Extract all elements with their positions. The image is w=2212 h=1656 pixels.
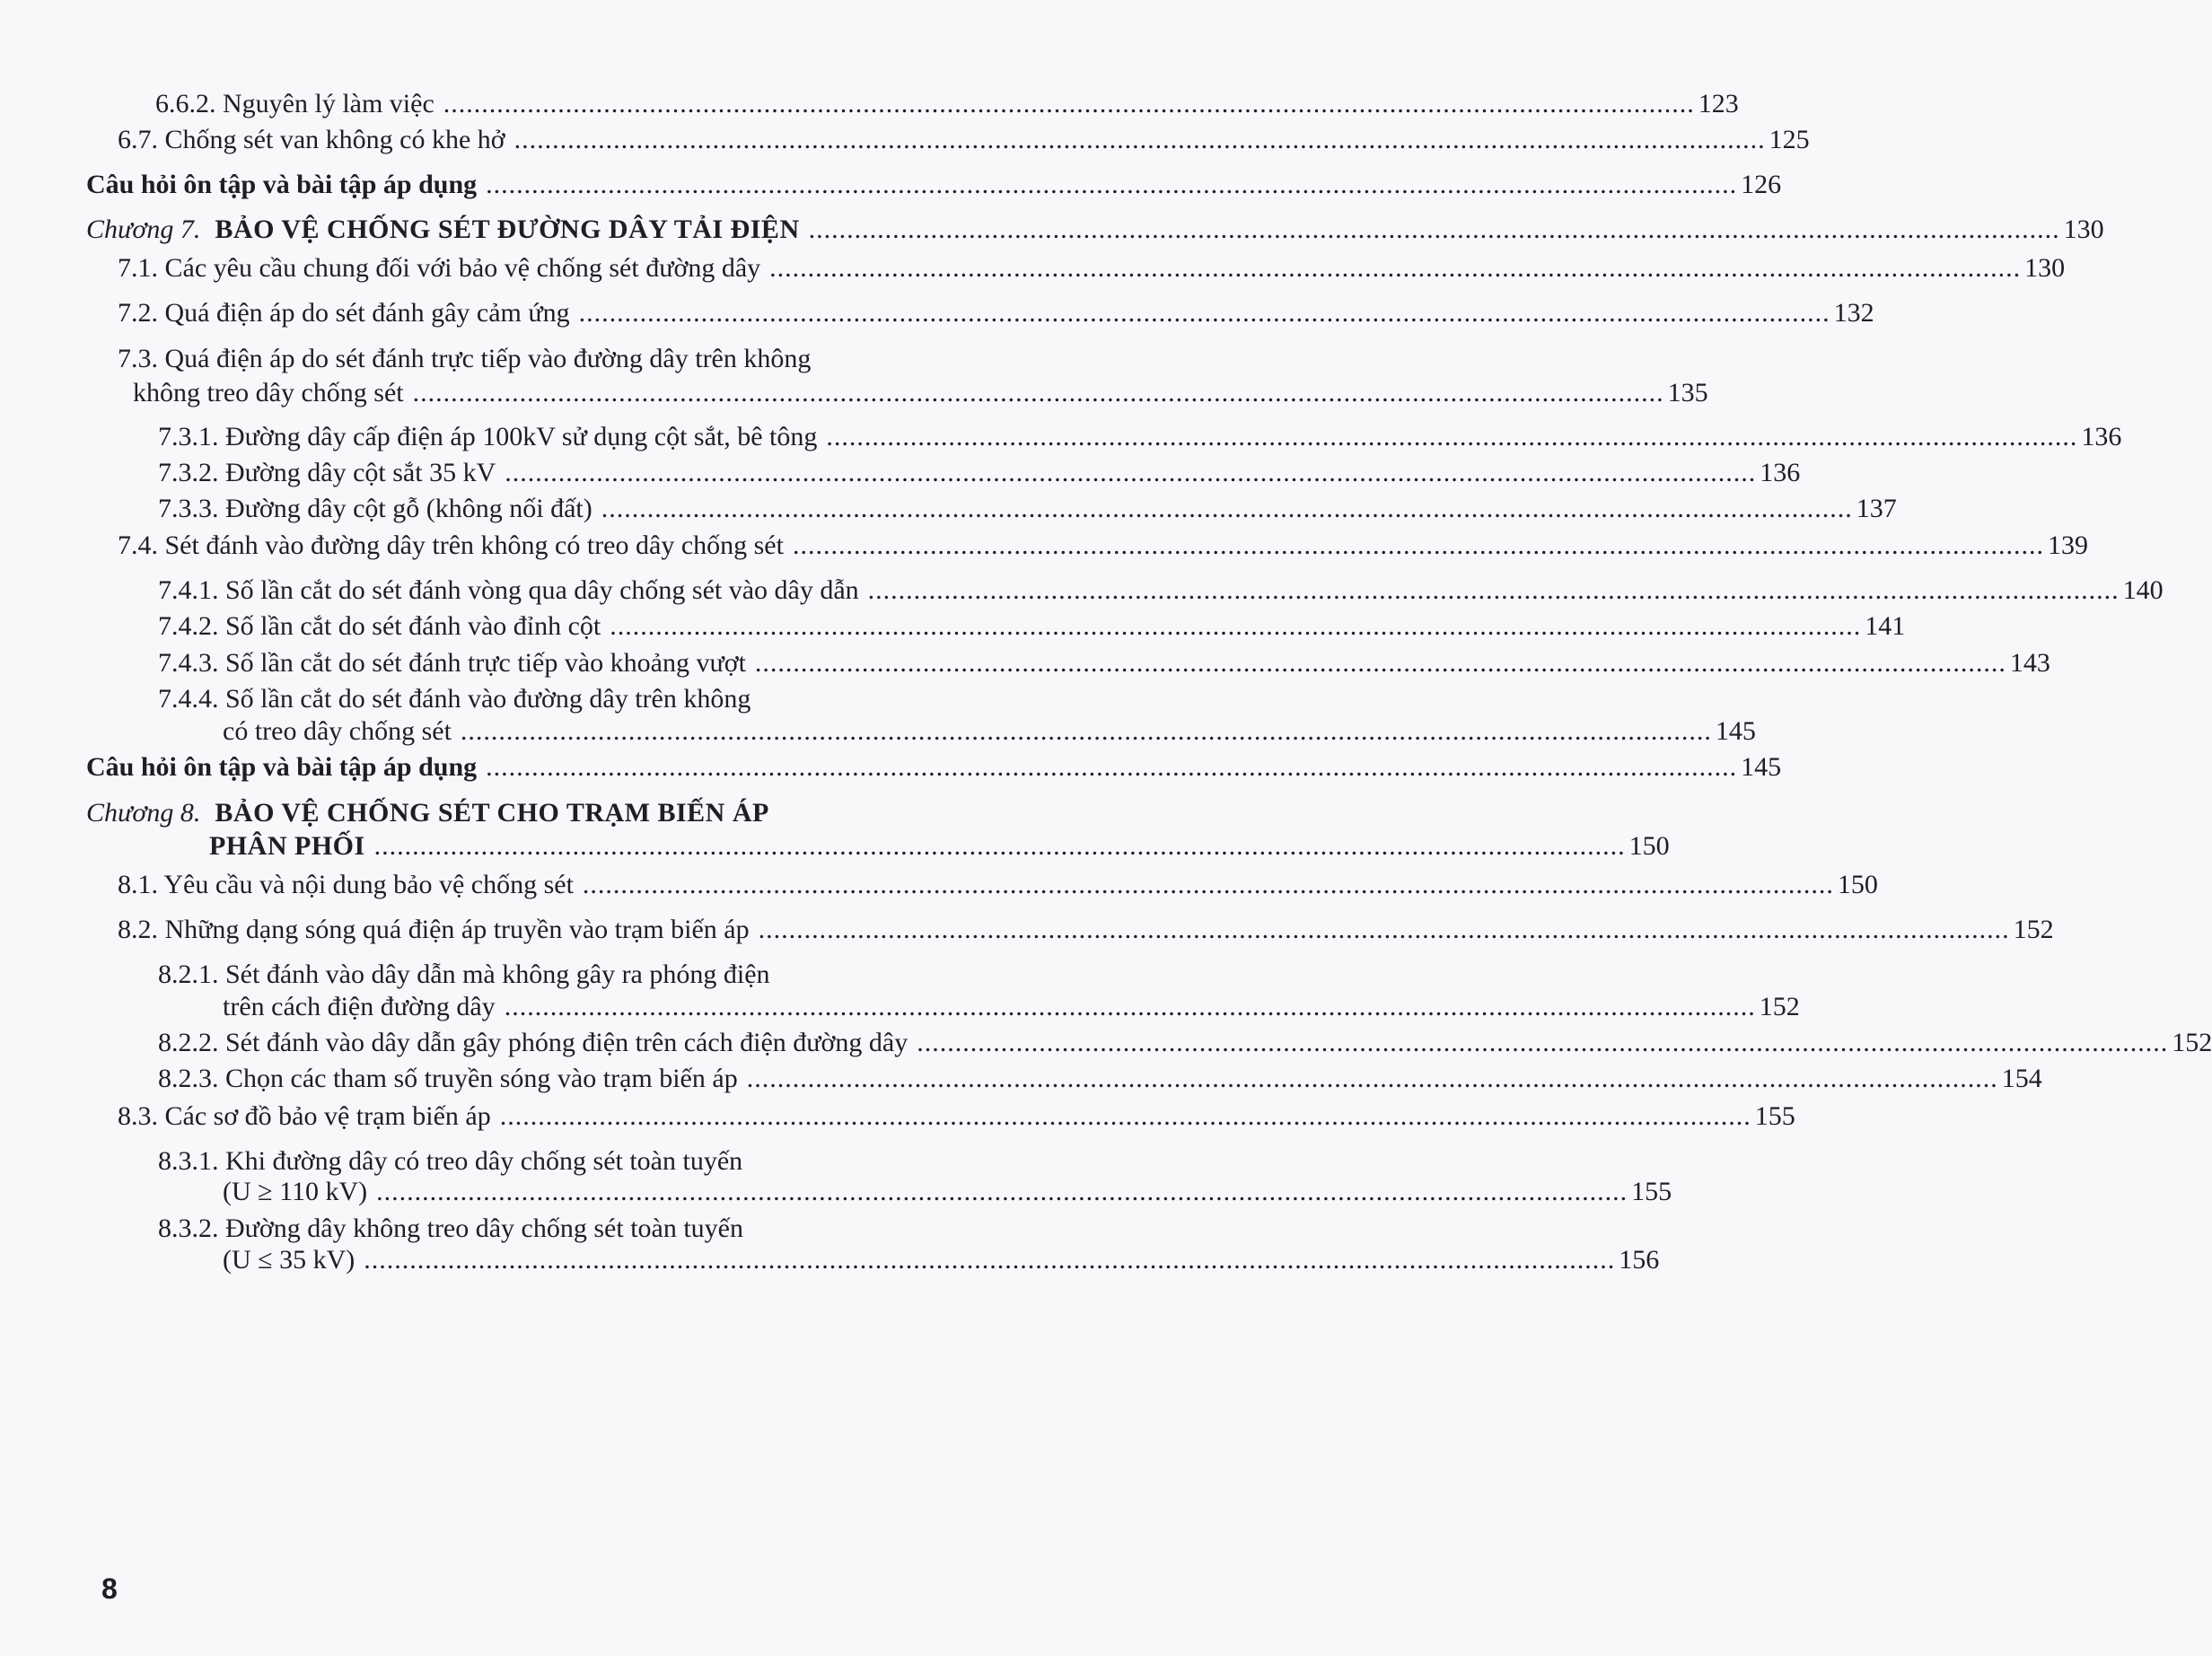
toc-chapter-entry-line1 — [86, 797, 769, 829]
toc-leader-dots: .................................................................................................................................................................... — [364, 1245, 1616, 1275]
toc-entry-title: 8.2. Những dạng sóng quá điện áp truyền vào trạm biến áp — [118, 915, 750, 944]
toc-entry-page: 152 — [1759, 992, 1800, 1021]
toc-leader-dots: .................................................................................................................................................................... — [601, 494, 1853, 523]
toc-entry-title: 7.4.2. Số lần cắt do sét đánh vào đỉnh cột — [158, 611, 601, 641]
page-number: 8 — [101, 1573, 118, 1605]
toc-entry — [223, 1176, 1672, 1208]
toc-entry-title: 8.2.2. Sét đánh vào dây dẫn gây phóng điện trên cách điện đường dây — [158, 1028, 908, 1057]
toc-entry-page: 132 — [1833, 298, 1874, 328]
toc-entry-page: 123 — [1698, 89, 1739, 118]
toc-entry — [118, 124, 1810, 156]
chapter-title-line2: PHÂN PHỐI — [209, 831, 365, 861]
toc-entry-page: 156 — [1619, 1245, 1660, 1275]
toc-entry-title: 7.4.3. Số lần cắt do sét đánh trực tiếp vào khoảng vượt — [158, 648, 746, 678]
toc-entry-page: 145 — [1715, 716, 1756, 746]
toc-chapter-entry — [86, 214, 2104, 246]
toc-entry-page: 135 — [1667, 378, 1708, 407]
toc-entry — [158, 647, 2050, 679]
toc-entry — [118, 914, 2054, 946]
toc-entry-page: 155 — [1754, 1101, 1795, 1131]
toc-entry-title-line2: không treo dây chống sét — [133, 378, 404, 407]
toc-leader-dots: .................................................................................................................................................................... — [758, 915, 2010, 944]
toc-leader-dots: .................................................................................................................................................................... — [460, 716, 1712, 746]
toc-entry-page: 140 — [2122, 575, 2164, 605]
toc-entry-page: 150 — [1837, 870, 1878, 899]
toc-leader-dots: .................................................................................................................................................................... — [443, 89, 1695, 118]
toc-leader-dots: .................................................................................................................................................................... — [505, 458, 1757, 487]
toc-entry-page: 136 — [1760, 458, 1801, 487]
toc-entry-title: 7.4. Sét đánh vào đường dây trên không có treo dây chống sét — [118, 530, 784, 560]
toc-entry — [158, 493, 1897, 525]
toc-entry — [155, 88, 1739, 120]
toc-entry — [158, 457, 1801, 489]
toc-leader-dots: .................................................................................................................................................................... — [826, 422, 2078, 451]
chapter-label: Chương 7. — [86, 215, 201, 244]
toc-leader-dots: .................................................................................................................................................................... — [578, 298, 1830, 328]
toc-entry-page: 150 — [1628, 831, 1670, 861]
toc-review-entry — [86, 751, 1782, 784]
chapter-title: BẢO VỆ CHỐNG SÉT ĐƯỜNG DÂY TẢI ĐIỆN — [215, 215, 800, 244]
toc-entry-page: 143 — [2009, 648, 2050, 678]
toc-leader-dots: .................................................................................................................................................................... — [486, 752, 1738, 782]
toc-leader-dots: .................................................................................................................................................................... — [412, 378, 1664, 407]
toc-leader-dots: .................................................................................................................................................................... — [504, 992, 1756, 1021]
toc-entry — [118, 869, 1878, 901]
toc-entry-title: 7.2. Quá điện áp do sét đánh gây cảm ứng — [118, 298, 570, 328]
toc-entry-page: 125 — [1769, 125, 1810, 154]
toc-entry — [158, 610, 1906, 643]
toc-entry — [118, 530, 2088, 562]
toc-leader-dots: .................................................................................................................................................................... — [582, 870, 1834, 899]
toc-chapter-entry — [209, 830, 1670, 863]
toc-entry-page: 155 — [1631, 1177, 1672, 1206]
toc-leader-dots: .................................................................................................................................................................... — [376, 1177, 1628, 1206]
toc-entry-title: 8.1. Yêu cầu và nội dung bảo vệ chống sét — [118, 870, 574, 899]
toc-entry-title: 7.3.2. Đường dây cột sắt 35 kV — [158, 458, 496, 487]
toc-entry-title: 8.3. Các sơ đồ bảo vệ trạm biến áp — [118, 1101, 491, 1131]
toc-entry-title-line2: (U ≥ 110 kV) — [223, 1177, 368, 1206]
toc-entry — [158, 1063, 2042, 1095]
chapter-label: Chương 8. — [86, 798, 201, 828]
toc-entry-title-line1: 7.4.4. Số lần cắt do sét đánh vào đường dây trên không — [158, 684, 751, 714]
toc-entry-page: 141 — [1865, 611, 1906, 641]
toc-entry — [133, 377, 1708, 409]
toc-entry-title-line1: 8.3.2. Đường dây không treo dây chống sét toàn tuyến — [158, 1214, 744, 1243]
toc-entry-title: 7.3.1. Đường dây cấp điện áp 100kV sử dụng cột sắt, bê tông — [158, 422, 818, 451]
toc-entry-title: 8.2.3. Chọn các tham số truyền sóng vào trạm biến áp — [158, 1064, 738, 1093]
toc-leader-dots: .................................................................................................................................................................... — [867, 575, 2120, 605]
toc-entry-title: 6.6.2. Nguyên lý làm việc — [155, 89, 434, 118]
toc-leader-dots: .................................................................................................................................................................... — [610, 611, 1862, 641]
toc-entry-title-line2: trên cách điện đường dây — [223, 992, 496, 1021]
toc-leader-dots: .................................................................................................................................................................... — [746, 1064, 1998, 1093]
toc-entry — [158, 1027, 2212, 1059]
toc-entry-title: 7.1. Các yêu cầu chung đối với bảo vệ chống sét đường dây — [118, 253, 761, 283]
toc-leader-dots: .................................................................................................................................................................... — [769, 253, 2022, 283]
toc-entry-title-line1: 7.3. Quá điện áp do sét đánh trực tiếp vào đường dây trên không — [118, 344, 812, 373]
chapter-title: BẢO VỆ CHỐNG SÉT CHO TRẠM BIẾN ÁP — [215, 798, 769, 828]
toc-entry — [118, 1100, 1795, 1133]
toc-entry — [223, 1244, 1660, 1276]
toc-entry — [223, 991, 1800, 1023]
toc-entry-title-line2: có treo dây chống sét — [223, 716, 452, 746]
toc-entry — [223, 715, 1756, 748]
toc-entry-page: 137 — [1856, 494, 1897, 523]
toc-entry-page: 130 — [2063, 215, 2104, 244]
toc-entry-page: 154 — [2001, 1064, 2042, 1093]
toc-entry — [118, 252, 2066, 285]
toc-entry-page: 126 — [1741, 170, 1782, 199]
toc-entry-title-line2: (U ≤ 35 kV) — [223, 1245, 356, 1275]
toc-leader-dots: .................................................................................................................................................................... — [792, 530, 2044, 560]
toc-entry-title-line1: 8.2.1. Sét đánh vào dây dẫn mà không gây ra phóng điện — [158, 959, 770, 989]
toc-leader-dots: .................................................................................................................................................................... — [754, 648, 2006, 678]
toc-review-entry — [86, 169, 1782, 201]
toc-entry-title-line1: 8.3.1. Khi đường dây có treo dây chống sét toàn tuyến — [158, 1146, 743, 1176]
toc-entry-title: 6.7. Chống sét van không có khe hở — [118, 125, 505, 154]
toc-entry — [158, 574, 2164, 607]
toc-entry — [158, 421, 2122, 453]
toc-entry-title: 7.3.3. Đường dây cột gỗ (không nối đất) — [158, 494, 592, 523]
toc-entry-page: 130 — [2024, 253, 2066, 283]
toc-entry-title: Câu hỏi ôn tập và bài tập áp dụng — [86, 170, 478, 199]
toc-leader-dots: .................................................................................................................................................................... — [499, 1101, 1751, 1131]
toc-entry-page: 152 — [2172, 1028, 2212, 1057]
toc-entry-page: 145 — [1741, 752, 1782, 782]
toc-leader-dots: .................................................................................................................................................................... — [373, 831, 1626, 861]
toc-entry-title: 7.4.1. Số lần cắt do sét đánh vòng qua dây chống sét vào dây dẫn — [158, 575, 859, 605]
toc-leader-dots: .................................................................................................................................................................... — [917, 1028, 2169, 1057]
toc-entry-page: 139 — [2047, 530, 2088, 560]
toc-entry — [118, 297, 1874, 329]
toc-entry-title: Câu hỏi ôn tập và bài tập áp dụng — [86, 752, 478, 782]
toc-leader-dots: .................................................................................................................................................................... — [808, 215, 2060, 244]
toc-leader-dots: .................................................................................................................................................................... — [514, 125, 1766, 154]
toc-entry-page: 152 — [2013, 915, 2054, 944]
toc-entry-page: 136 — [2081, 422, 2122, 451]
toc-leader-dots: .................................................................................................................................................................... — [486, 170, 1738, 199]
